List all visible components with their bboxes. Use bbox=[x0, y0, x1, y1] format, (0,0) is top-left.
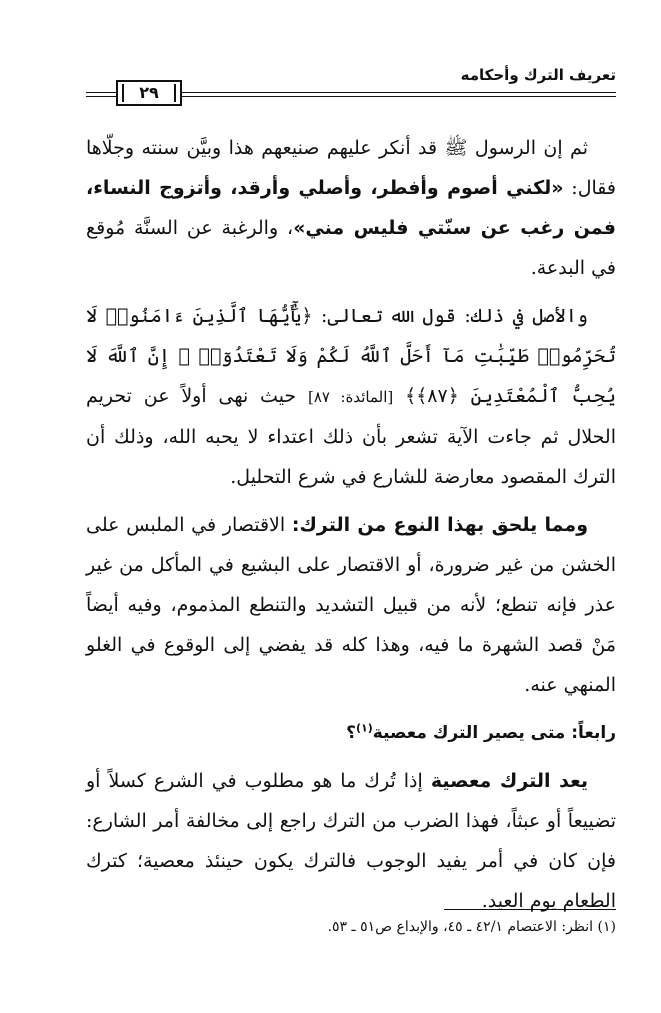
paragraph-3-text: الاقتصار في الملبس على الخشن من غير ضرورة، أو الاقتصار على البشيع في المأكل من غير عذر فإنه تنطع؛ لأنه من قبيل التشديد والتنطع المذموم، وفيه أيضاً مَنْ قصد الشهرة ما فيه، وهذا كله قد يفضي إلى الوقوع في الغلو المنهي عنه. bbox=[86, 514, 616, 696]
paragraph-4-lead: يعد الترك معصية bbox=[430, 770, 588, 792]
paragraph-2-end: حيث نهى أولاً عن تحريم الحلال ثم جاءت الآية تشعر بأن ذلك اعتداء لا يحبه الله، وذلك أن الترك المقصود معارضة للشارع في شرع التحليل. bbox=[86, 385, 616, 488]
hadith-quote: «لكني أصوم وأفطر، وأصلي وأرقد، وأتزوج النساء، فمن رغب عن سنّتي فليس مني» bbox=[86, 177, 616, 239]
page-number: ٢٩ bbox=[116, 80, 182, 106]
paragraph-1-end: ، والرغبة عن السنَّة مُوقع في البدعة. bbox=[86, 217, 616, 279]
paragraph-3 bbox=[86, 505, 616, 705]
paragraph-4-text: إذا تُرك ما هو مطلوب في الشرع كسلاً أو تضييعاً أو عبثاً، فهذا الضرب من الترك راجع إلى مخالفة أمر الشارع: فإن كان في أمر يفيد الوجوب فالترك يكون حينئذ معصية؛ كترك الطعام يوم العيد. bbox=[86, 770, 616, 912]
section-heading-end: ؟ bbox=[346, 723, 357, 743]
paragraph-4 bbox=[86, 761, 616, 921]
footnote-marker[interactable]: (١) bbox=[356, 721, 373, 735]
paragraph-3-lead: ومما يلحق بهذا النوع من الترك: bbox=[291, 514, 588, 536]
paragraph-2-intro: والأصل في ذلك: قول الله تعالى: bbox=[321, 305, 588, 327]
paragraph-1-text: ثم إن الرسول ﷺ قد أنكر عليهم صنيعهم هذا وبيَّن سنته وجلّاها فقال: bbox=[86, 137, 616, 199]
header-title: تعريف الترك وأحكامه bbox=[460, 66, 616, 84]
section-heading-text: رابعاً: متى يصير الترك معصية bbox=[372, 723, 616, 743]
page-body bbox=[86, 128, 616, 929]
footnote: (١) انظر: الاعتصام ٤٢/١ ـ ٤٥، والإبداع ص٥١ ـ ٥٣. bbox=[327, 919, 616, 935]
section-heading bbox=[86, 713, 616, 753]
verse-reference: [المائدة: ٨٧] bbox=[307, 388, 394, 406]
footnote-separator bbox=[444, 909, 616, 910]
paragraph-2 bbox=[86, 296, 616, 497]
quran-verse: ﴿يَٰٓأَيُّهَا ٱلَّذِينَ ءَامَنُوا۟ لَا تُحَرِّمُوا۟ طَيِّبَٰتِ مَآ أَحَلَّ ٱللَّهُ لَكُمْ وَلَا تَعْتَدُوٓا۟ ۚ إِنَّ ٱللَّهَ لَا يُحِبُّ ٱلْمُعْتَدِينَ ﴿٨٧﴾﴾ bbox=[86, 305, 616, 407]
running-header bbox=[86, 62, 616, 108]
paragraph-1 bbox=[86, 128, 616, 288]
